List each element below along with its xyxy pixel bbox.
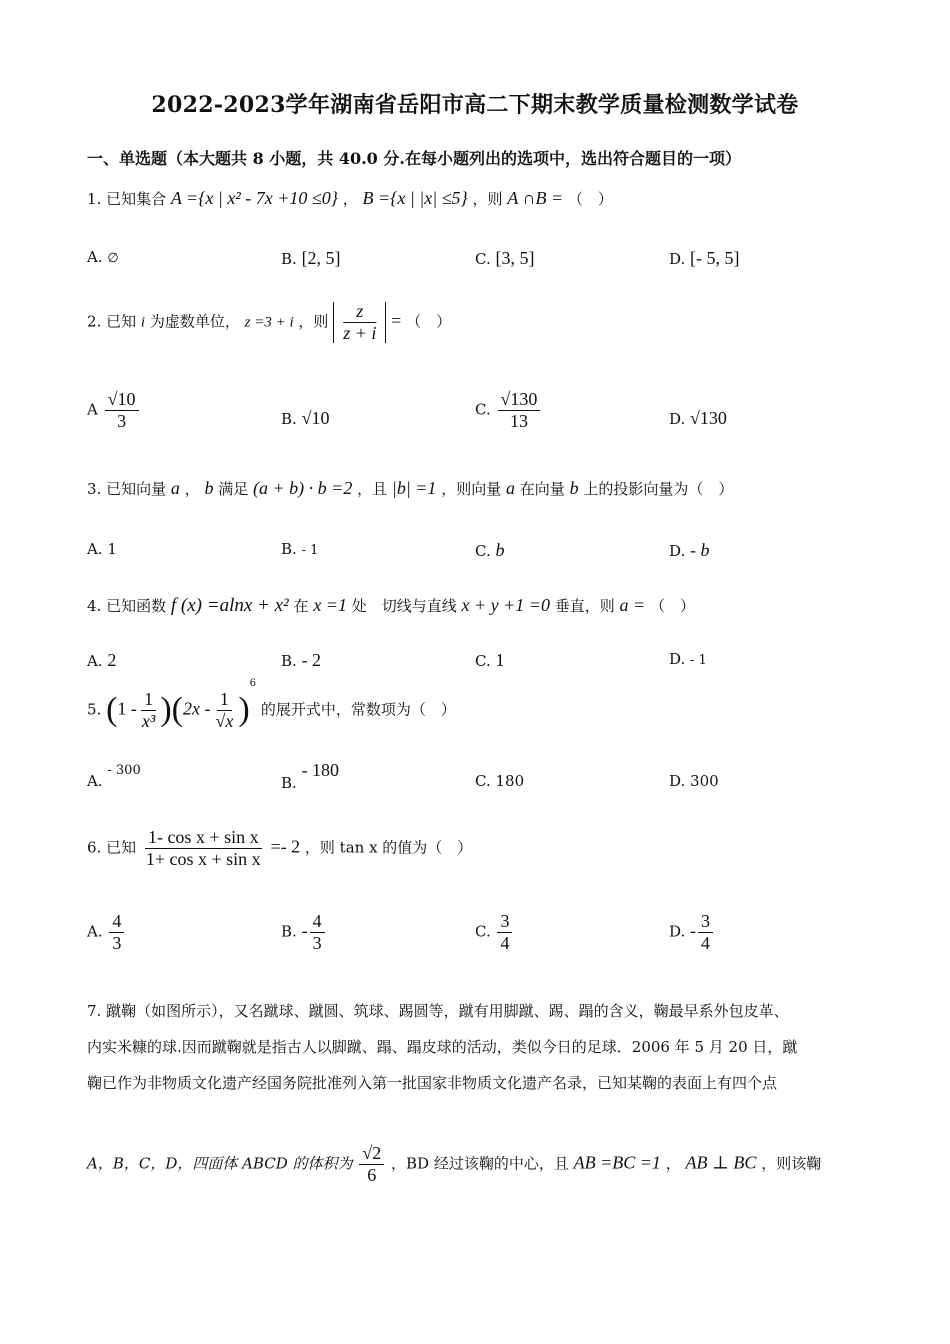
edge-condition: AB =BC =1 [573,1152,661,1173]
option-value: ∅ [107,251,119,266]
line-equation: x + y +1 =0 [461,595,550,615]
intersection-expression: A ∩B = [507,188,564,208]
question-4-prefix: 4. 已知函数 [87,597,167,615]
option-sign: - [690,920,697,941]
option-label: C. [475,400,491,419]
option-value: b [495,540,505,560]
parameter-a: a = [619,595,646,615]
option-d[interactable] [669,540,710,561]
option-label: D. [669,650,691,668]
magnitude-condition: |b| =1 [391,478,437,498]
option-value: - 1 [690,653,707,668]
question-6-options [87,912,867,962]
option-label: A. [87,248,108,266]
modulus-expression [333,302,386,343]
option-a[interactable] [87,248,119,266]
option-label: B. [281,922,302,941]
option-label: A. [87,540,108,558]
option-value: [2, 5] [301,248,341,268]
fraction-denominator: 1+ cos x + sin x [145,848,261,869]
option-a[interactable] [87,390,141,431]
set-b-expression: B ={x | |x| ≤5} [362,188,468,208]
set-a-expression: A ={x | x² - 7x +10 ≤0} [170,188,338,208]
fraction-numerator: 3 [698,912,713,933]
option-value: - b [690,540,710,560]
option-b[interactable] [281,650,321,671]
option-a[interactable] [87,650,116,671]
vector-a: a [506,478,516,498]
dot-product-condition: (a + b) · b =2 [253,478,353,498]
option-label: C. [475,922,496,941]
imaginary-unit: i [140,314,146,331]
question-7-line: 内实米糠的球.因而蹴鞠就是指古人以脚蹴、蹋、蹋皮球的活动，类似今日的足球．2006 年 5 月 20 日，蹴 [87,1038,798,1056]
option-label: D. [669,922,691,941]
question-3-prefix: 3. 已知向量 [87,480,167,498]
option-label: B. [281,250,302,268]
separator: ， [184,480,200,498]
question-4-options [87,650,867,690]
question-3-text: 满足 [218,480,249,498]
option-value: - 2 [301,650,322,670]
question-6-prefix: 6. 已知 [87,838,137,857]
function-definition: f (x) =alnx + x² [170,595,289,616]
question-6 [87,828,472,869]
z-definition: z =3 + i [244,314,294,331]
question-6-text: ，则 tan x 的值为（ ） [304,838,473,857]
option-label: A [87,400,98,419]
fraction-numerator: 4 [310,912,325,933]
question-4-text: 垂直，则 [554,597,615,615]
question-7-text: ，则该鞠 [761,1154,822,1173]
fraction-denominator: 3 [112,932,122,953]
option-a[interactable] [87,763,141,790]
fraction-denominator: z + i [343,322,377,343]
question-7 [87,994,877,1185]
question-3-options [87,540,867,580]
vector-b: b [569,478,579,498]
option-c[interactable] [475,912,514,953]
question-1-text: ，则 [472,190,503,208]
option-d[interactable] [669,248,740,269]
question-5-prefix: 5. [87,700,102,719]
question-5-text: 的展开式中，常数项为（ ） [260,700,456,719]
option-value: 1 [107,540,117,558]
question-5: 5. (1 - $\frac{1}{\text{x³}}$ )(2x - $\frac{1}{√x}$ )$^6$ 的展开式中，常数项为（ ） [87,678,456,731]
fraction-denominator: x³ [141,710,156,731]
option-value: 300 [690,772,719,790]
fraction-numerator: √130 [498,390,541,411]
question-2-options [87,390,867,440]
option-label: C. [475,772,496,790]
option-value: [- 5, 5] [690,248,740,268]
question-5-options [87,760,867,812]
option-label: B. [281,774,302,792]
option-label: C. [475,652,496,670]
binomial-term-1: 1 - [117,698,137,719]
option-label: A. [87,652,108,670]
page-title: 2022-2023学年湖南省岳阳市高二下期末教学质量检测数学试卷 [151,92,799,118]
question-1-prefix: 1. 已知集合 [87,190,167,208]
fraction-numerator: 1 [141,690,156,711]
option-c[interactable] [475,540,504,561]
option-label: C. [475,542,496,560]
option-c[interactable] [475,390,542,431]
question-2-text: 为虚数单位， [149,312,240,331]
option-c[interactable] [475,772,524,790]
option-c[interactable] [475,248,534,269]
fraction-denominator: 4 [500,932,510,953]
question-3 [87,478,733,499]
question-3-text: ，则向量 [441,480,502,498]
fraction-numerator: √2 [359,1144,384,1165]
question-2-prefix: 2. 已知 [87,312,137,331]
question-7-text: A，B，C，D，四面体 ABCD 的体积为 [87,1154,353,1173]
option-b[interactable] [281,248,341,269]
question-1 [87,188,613,209]
vector-b: b [204,478,214,498]
question-4-text: 在 [293,597,309,615]
fraction-denominator: √x [215,710,234,731]
option-value: - 300 [107,763,141,778]
option-a[interactable] [87,912,126,953]
option-label: A. [87,922,108,941]
question-2-text: ，则 [298,312,329,331]
answer-blank: （ ） [649,597,695,615]
option-label: B. [281,410,297,428]
fraction-denominator: 13 [509,410,528,431]
fraction-denominator: 6 [367,1164,377,1185]
option-a[interactable] [87,540,117,558]
perpendicular-condition: AB ⊥ BC [685,1152,757,1173]
fraction-denominator: 4 [701,932,711,953]
answer-blank: （ ） [567,190,613,208]
option-b[interactable] [281,760,340,793]
option-label: D. [669,772,691,790]
option-c[interactable] [475,650,504,671]
fraction-numerator: 1 [217,690,232,711]
fraction-numerator: 3 [497,912,512,933]
option-d[interactable] [669,408,727,429]
separator: ， [342,190,358,208]
option-value: √10 [301,408,330,428]
question-1-options [87,248,867,288]
option-d[interactable] [669,772,719,790]
fraction-denominator: 3 [117,410,127,431]
option-sign: - [301,920,308,941]
question-7-line [87,1144,877,1185]
option-label: B. [281,540,302,558]
fraction-numerator: z [353,302,366,323]
fraction-denominator: 3 [312,932,322,953]
option-label: D. [669,250,691,268]
option-value: - 1 [301,543,319,558]
option-value: 2 [107,650,117,670]
binomial-term-2: 2x - [182,698,211,719]
equation-value: =- 2 [270,836,301,857]
option-value: 180 [495,772,525,790]
equals-sign: = [391,310,402,331]
option-value: 1 [495,650,505,670]
option-value: √130 [690,408,727,428]
answer-blank: （ ） [406,312,452,331]
fraction-numerator: 1- cos x + sin x [145,828,262,849]
option-label: C. [475,250,496,268]
option-d[interactable] [669,912,715,953]
question-7-line: 鞠已作为非物质文化遗产经国务院批准列入第一批国家非物质文化遗产名录，已知某鞠的表面上有四个点 [87,1074,778,1092]
fraction-numerator: √10 [105,390,139,411]
option-label: D. [669,410,686,428]
exponent: 6 [249,678,257,690]
section-heading: 一、单选题（本大题共 8 小题，共 40.0 分.在每小题列出的选项中，选出符合题目的一项） [87,149,741,168]
question-4 [87,595,695,617]
option-b[interactable] [281,540,318,558]
question-4-text: 处 切线与直线 [351,597,457,615]
fraction-numerator: 4 [109,912,124,933]
separator: ， [665,1154,681,1173]
question-3-text: ，且 [357,480,388,498]
question-3-text: 在向量 [519,480,565,498]
option-value: [3, 5] [495,248,535,268]
question-3-text: 上的投影向量为（ ） [583,480,734,498]
option-label: A. [87,772,108,790]
option-label: B. [281,652,302,670]
option-b[interactable] [281,408,329,429]
option-d[interactable] [669,650,707,668]
option-label: D. [669,542,691,560]
question-7-text: ，BD 经过该鞠的中心，且 [391,1154,569,1173]
question-2 [87,302,451,343]
tangent-point: x =1 [313,595,347,615]
vector-a: a [170,478,180,498]
option-value: - 180 [301,760,340,780]
question-7-line: 7. 蹴鞠（如图所示），又名蹴球、蹴圆、筑球、踢圆等，蹴有用脚蹴、踢、蹋的含义，鞠最早系外包皮革、 [87,1002,789,1020]
option-b[interactable] [281,912,327,953]
